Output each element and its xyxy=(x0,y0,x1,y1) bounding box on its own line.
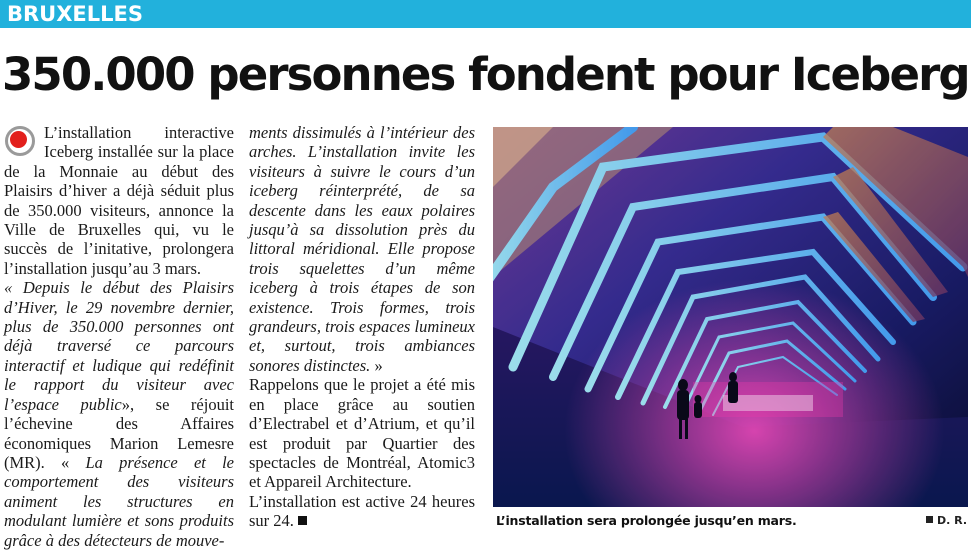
quote-text-2-cont: ments dissimulés à l’intérieur des arches. L’installation invite les visiteurs à suivre le cours d’un iceberg réinterprété, de sa descente dans les eaux polaires jusqu’à sa dissolution près du littoral méridional. Elle propose trois squelettes d’un même iceberg à trois étapes de son existence. Trois formes, trois grandeurs, trois espaces lumineux et, surtout, trois ambiances sonores distinctes. xyxy=(249,123,475,375)
bullet-icon xyxy=(4,125,36,157)
article-column-1 xyxy=(4,123,234,550)
quote-close: » xyxy=(370,355,383,375)
closing-paragraph xyxy=(249,492,475,531)
attribution-text: », se réjouit l’échevine des Affaires économiques Marion Lemesre (MR). « xyxy=(4,394,234,472)
article-column-2 xyxy=(249,123,475,531)
credit-text: D. R. xyxy=(937,514,967,527)
closing-text: L’installation est active 24 heures sur 24. xyxy=(249,491,475,531)
photo-credit xyxy=(926,512,967,530)
lead-paragraph xyxy=(4,123,234,278)
headline: 350.000 personnes fondent pour Iceberg xyxy=(2,48,969,101)
lead-text: L’installation interactive Iceberg installée sur la place de la Monnaie au début des Plaisirs d’hiver a déjà séduit plus de 350.000 visiteurs, annonce la Ville de Bruxelles qui, vu le succès de l’initative, prolongera l’installation jusqu’au 3 mars. xyxy=(4,123,234,278)
credit-mark-icon xyxy=(926,516,933,523)
photo-caption: L’installation sera prolongée jusqu’en mars. xyxy=(496,513,797,528)
article-photo xyxy=(493,127,968,507)
section-bar xyxy=(0,0,971,28)
section-label: BRUXELLES xyxy=(7,2,143,26)
quote-text-2: La présence et le comportement des visiteurs animent les structures en modulant lumière et sons produits grâce à des détecteurs de mouve- xyxy=(4,452,234,550)
quote-continuation xyxy=(249,123,475,375)
iceberg-installation-photo xyxy=(493,127,968,507)
quote-text-1: « Depuis le début des Plaisirs d’Hiver, le 29 novembre dernier, plus de 350.000 personnes ont déjà traversé ce parcours interactif et ludique qui redéfinit le rapport du visiteur avec l’espace public xyxy=(4,278,234,414)
sponsors-paragraph: Rappelons que le projet a été mis en place grâce au soutien d’Electrabel et d’Atrium, et qu’il est produit par Quartier des spectacles de Montréal, Atomic3 et Appareil Architecture. xyxy=(249,375,475,492)
quote-paragraph xyxy=(4,278,234,550)
end-mark-icon xyxy=(298,516,307,525)
